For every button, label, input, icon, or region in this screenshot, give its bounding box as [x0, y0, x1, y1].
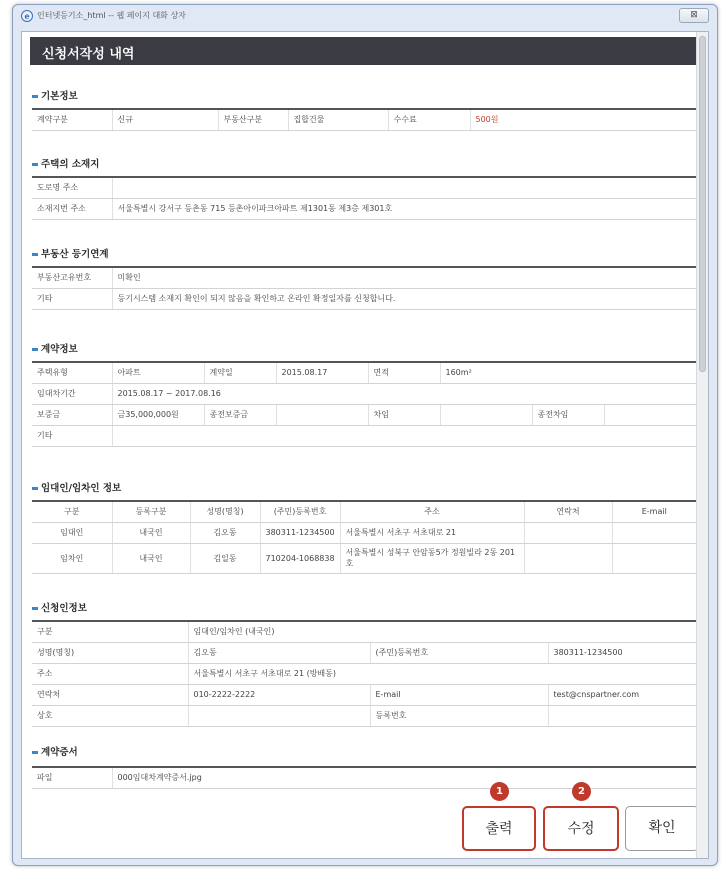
print-button[interactable]: 출력 [462, 806, 536, 851]
party-role: 임차인 [32, 543, 112, 573]
field-label: 파일 [32, 767, 112, 788]
browser-icon: e [21, 10, 33, 22]
table-row [32, 383, 696, 404]
section-title-basic: 기본정보 [32, 88, 78, 102]
table-row [32, 198, 696, 219]
party-phone [524, 543, 612, 573]
applicant-company-value [188, 705, 370, 726]
party-email [612, 543, 696, 573]
field-label: 보증금 [32, 404, 112, 425]
section-marker-icon [32, 163, 38, 166]
registry-note-value: 등기시스템 소재지 확인이 되지 않음을 확인하고 온라인 확정일자를 신청합니다. [112, 288, 696, 309]
party-email [612, 522, 696, 543]
party-registration-type: 내국인 [112, 543, 190, 573]
field-label: 기타 [32, 288, 112, 309]
section-title-document: 계약증서 [32, 744, 78, 758]
window-title: 인터넷등기소_html -- 웹 페이지 대화 상자 [37, 11, 186, 20]
table-row [32, 267, 696, 288]
table-row [32, 642, 696, 663]
field-label: (주민)등록번호 [370, 642, 548, 663]
table-header-row [32, 501, 696, 522]
section-title-registry: 부동산 등기연계 [32, 246, 109, 260]
road-address-value [112, 177, 696, 198]
fee-value: 500원 [470, 109, 696, 130]
party-role: 임대인 [32, 522, 112, 543]
contract-table [32, 361, 696, 447]
lease-period-value: 2015.08.17 ~ 2017.08.16 [112, 383, 696, 404]
table-row [32, 621, 696, 642]
previous-rent-value [604, 404, 696, 425]
field-label: 종전보증금 [204, 404, 276, 425]
property-type-value: 집합건물 [288, 109, 388, 130]
field-label: 도로명 주소 [32, 177, 112, 198]
dialog-window [12, 4, 718, 866]
party-address: 서울특별시 성북구 안암동5가 정원빌라 2동 201호 [340, 543, 524, 573]
field-label: 상호 [32, 705, 188, 726]
field-label: 주소 [32, 663, 188, 684]
field-label: 계약일 [204, 362, 276, 383]
table-row [32, 684, 696, 705]
column-header: 연락처 [524, 501, 612, 522]
rent-value [440, 404, 532, 425]
vertical-scrollbar[interactable] [696, 32, 708, 858]
table-row [32, 425, 696, 446]
section-marker-icon [32, 253, 38, 256]
scrollbar-thumb[interactable] [699, 36, 706, 372]
field-label: 성명(명칭) [32, 642, 188, 663]
field-label: E-mail [370, 684, 548, 705]
field-label: 종전차임 [532, 404, 604, 425]
step-badge-1: 1 [490, 782, 509, 801]
document-table [32, 766, 696, 789]
dialog-content [21, 31, 709, 859]
title-bar [13, 5, 717, 27]
location-table [32, 176, 696, 220]
contract-note-value [112, 425, 696, 446]
contract-date-value: 2015.08.17 [276, 362, 368, 383]
house-type-value: 아파트 [112, 362, 204, 383]
section-title-parties: 임대인/임차인 정보 [32, 480, 121, 494]
close-button[interactable]: ⊠ [679, 8, 709, 23]
section-marker-icon [32, 751, 38, 754]
confirm-button[interactable]: 확인 [625, 806, 699, 851]
section-marker-icon [32, 95, 38, 98]
field-label: 차임 [368, 404, 440, 425]
applicant-email-value: test@cnspartner.com [548, 684, 696, 705]
page-title: 신청서작성 내역 [30, 37, 696, 65]
table-row [32, 705, 696, 726]
column-header: 성명(명칭) [190, 501, 260, 522]
field-label: 소재지번 주소 [32, 198, 112, 219]
area-value: 160m² [440, 362, 696, 383]
column-header: E-mail [612, 501, 696, 522]
field-label: 구분 [32, 621, 188, 642]
table-row [32, 767, 696, 788]
field-label: 임대차기간 [32, 383, 112, 404]
property-id-value: 미확인 [112, 267, 696, 288]
table-row [32, 288, 696, 309]
section-title-location: 주택의 소재지 [32, 156, 99, 170]
section-marker-icon [32, 487, 38, 490]
contract-file-link[interactable]: 000임대차계약증서.jpg [112, 767, 696, 788]
section-marker-icon [32, 607, 38, 610]
applicant-bizno-value [548, 705, 696, 726]
column-header: 구분 [32, 501, 112, 522]
applicant-address-value: 서울특별시 서초구 서초대로 21 (방배동) [188, 663, 696, 684]
party-registration-type: 내국인 [112, 522, 190, 543]
field-label: 부동산구분 [218, 109, 288, 130]
contract-type-value: 신규 [112, 109, 218, 130]
field-label: 기타 [32, 425, 112, 446]
field-label: 주택유형 [32, 362, 112, 383]
applicant-name-value: 김오동 [188, 642, 370, 663]
field-label: 수수료 [388, 109, 470, 130]
edit-button[interactable]: 수정 [543, 806, 619, 851]
party-address: 서울특별시 서초구 서초대로 21 [340, 522, 524, 543]
step-badge-2: 2 [572, 782, 591, 801]
table-row [32, 177, 696, 198]
party-id-number: 380311-1234500 [260, 522, 340, 543]
party-phone [524, 522, 612, 543]
table-row [32, 663, 696, 684]
column-header: (주민)등록번호 [260, 501, 340, 522]
registry-table [32, 266, 696, 310]
column-header: 주소 [340, 501, 524, 522]
field-label: 연락처 [32, 684, 188, 705]
table-row [32, 522, 696, 543]
section-title-contract: 계약정보 [32, 341, 78, 355]
field-label: 부동산고유번호 [32, 267, 112, 288]
party-name: 김오동 [190, 522, 260, 543]
deposit-value: 금35,000,000원 [112, 404, 204, 425]
applicant-type-value: 임대인/임차인 (내국인) [188, 621, 696, 642]
applicant-phone-value: 010-2222-2222 [188, 684, 370, 705]
parties-table [32, 500, 696, 574]
table-row [32, 109, 696, 130]
section-marker-icon [32, 348, 38, 351]
table-row [32, 543, 696, 573]
field-label: 면적 [368, 362, 440, 383]
party-id-number: 710204-1068838 [260, 543, 340, 573]
column-header: 등록구분 [112, 501, 190, 522]
section-title-applicant: 신청인정보 [32, 600, 87, 614]
lot-address-value: 서울특별시 강서구 등촌동 715 등촌아이파크아파트 제1301동 제3층 제301호 [112, 198, 696, 219]
applicant-regno-value: 380311-1234500 [548, 642, 696, 663]
table-row [32, 362, 696, 383]
basic-info-table [32, 108, 696, 131]
field-label: 계약구분 [32, 109, 112, 130]
field-label: 등록번호 [370, 705, 548, 726]
party-name: 김일동 [190, 543, 260, 573]
applicant-table [32, 620, 696, 727]
previous-deposit-value [276, 404, 368, 425]
table-row [32, 404, 696, 425]
